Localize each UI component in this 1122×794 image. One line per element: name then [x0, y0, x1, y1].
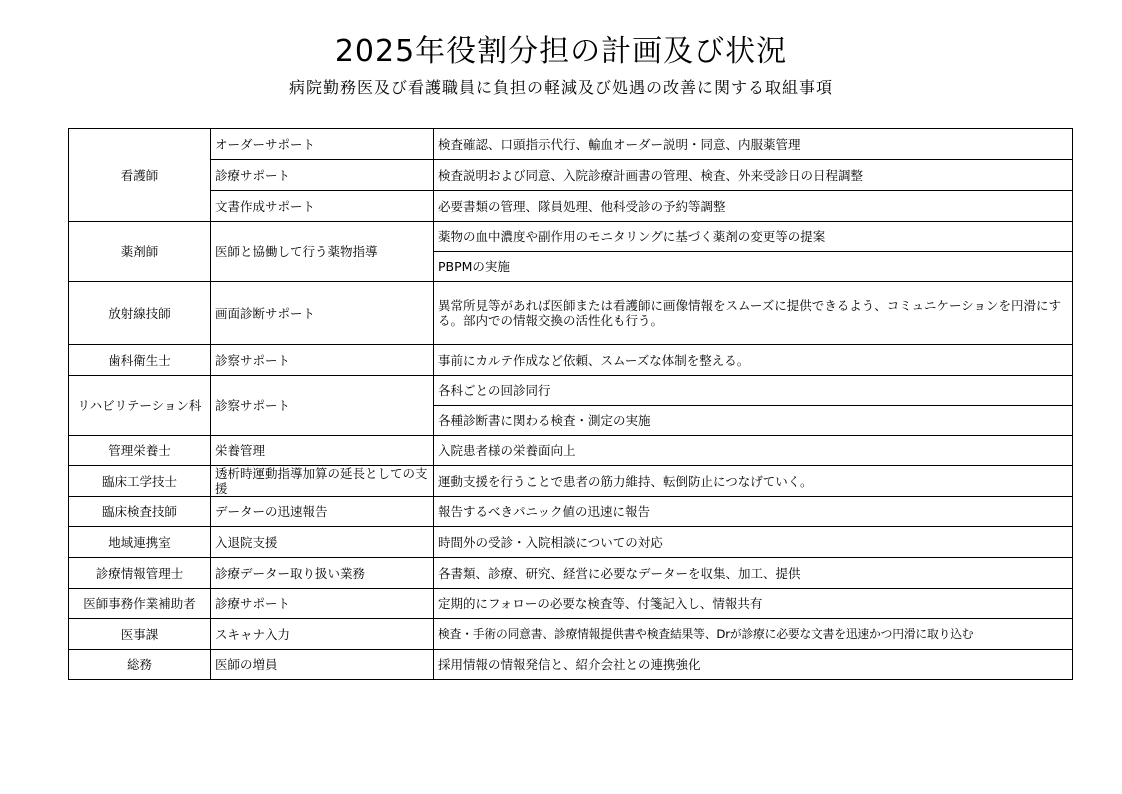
task-cell: 診察サポート: [211, 376, 434, 436]
page-title: 2025年役割分担の計画及び状況: [334, 34, 788, 69]
detail-cell: 各科ごとの回診同行: [434, 376, 1073, 406]
table-row: [69, 589, 1073, 619]
detail-cell: 必要書類の管理、隊員処理、他科受診の予約等調整: [434, 191, 1073, 222]
task-cell: 文書作成サポート: [211, 191, 434, 222]
detail-cell: 時間外の受診・入院相談についての対応: [434, 527, 1073, 558]
task-cell: データーの迅速報告: [211, 497, 434, 527]
detail-cell: 運動支援を行うことで患者の筋力維持、転倒防止につなげていく。: [434, 466, 1073, 497]
role-cell: 医師事務作業補助者: [69, 589, 211, 619]
task-cell: オーダーサポート: [211, 129, 434, 160]
task-cell: 診療サポート: [211, 160, 434, 191]
table-row: [69, 282, 1073, 345]
task-cell: 医師と協働して行う薬物指導: [211, 222, 434, 282]
table-row: [69, 558, 1073, 589]
task-cell: スキャナ入力: [211, 619, 434, 650]
table-row: [69, 650, 1073, 680]
role-cell: 看護師: [69, 129, 211, 222]
detail-cell: 異常所見等があれば医師または看護師に画像情報をスムーズに提供できるよう、コミュニケーションを円滑にする。部内での情報交換の活性化も行う。: [434, 282, 1073, 345]
detail-cell: 検査・手術の同意書、診療情報提供書や検査結果等、Drが診療に必要な文書を迅速かつ円滑に取り込む: [434, 619, 1073, 650]
detail-cell: 定期的にフォローの必要な検査等、付箋記入し、情報共有: [434, 589, 1073, 619]
role-cell: 放射線技師: [69, 282, 211, 345]
role-cell: 薬剤師: [69, 222, 211, 282]
table-row: [69, 222, 1073, 252]
task-cell: 透析時運動指導加算の延長としての支援: [211, 466, 434, 497]
role-cell: 臨床検査技師: [69, 497, 211, 527]
table-row: [69, 619, 1073, 650]
detail-cell: PBPMの実施: [434, 252, 1073, 282]
table-row: [69, 527, 1073, 558]
task-cell: 医師の増員: [211, 650, 434, 680]
table-row: [69, 436, 1073, 466]
role-cell: 総務: [69, 650, 211, 680]
detail-cell: 入院患者様の栄養面向上: [434, 436, 1073, 466]
detail-cell: 採用情報の情報発信と、紹介会社との連携強化: [434, 650, 1073, 680]
role-cell: 医事課: [69, 619, 211, 650]
task-cell: 診療データー取り扱い業務: [211, 558, 434, 589]
table-row: [69, 376, 1073, 406]
role-cell: 地域連携室: [69, 527, 211, 558]
role-cell: 歯科衛生士: [69, 345, 211, 376]
table-row: [69, 497, 1073, 527]
detail-cell: 報告するべきパニック値の迅速に報告: [434, 497, 1073, 527]
page-subtitle: 病院勤務医及び看護職員に負担の軽減及び処遇の改善に関する取組事項: [288, 78, 833, 97]
table-row: [69, 191, 1073, 222]
task-cell: 画面診断サポート: [211, 282, 434, 345]
table-row: [69, 466, 1073, 497]
detail-cell: 各種診断書に関わる検査・測定の実施: [434, 406, 1073, 436]
task-cell: 栄養管理: [211, 436, 434, 466]
detail-cell: 各書類、診療、研究、経営に必要なデーターを収集、加工、提供: [434, 558, 1073, 589]
task-cell: 診療サポート: [211, 589, 434, 619]
task-cell: 診察サポート: [211, 345, 434, 376]
table-row: [69, 129, 1073, 160]
role-cell: 臨床工学技士: [69, 466, 211, 497]
role-cell: リハビリテーション科: [69, 376, 211, 436]
role-plan-table: [68, 128, 1073, 680]
task-cell: 入退院支援: [211, 527, 434, 558]
table-row: [69, 160, 1073, 191]
role-cell: 診療情報管理士: [69, 558, 211, 589]
table-row: [69, 345, 1073, 376]
detail-cell: 事前にカルテ作成など依頼、スムーズな体制を整える。: [434, 345, 1073, 376]
detail-cell: 検査確認、口頭指示代行、輸血オーダー説明・同意、内服薬管理: [434, 129, 1073, 160]
detail-cell: 薬物の血中濃度や副作用のモニタリングに基づく薬剤の変更等の提案: [434, 222, 1073, 252]
detail-cell: 検査説明および同意、入院診療計画書の管理、検査、外来受診日の日程調整: [434, 160, 1073, 191]
role-cell: 管理栄養士: [69, 436, 211, 466]
